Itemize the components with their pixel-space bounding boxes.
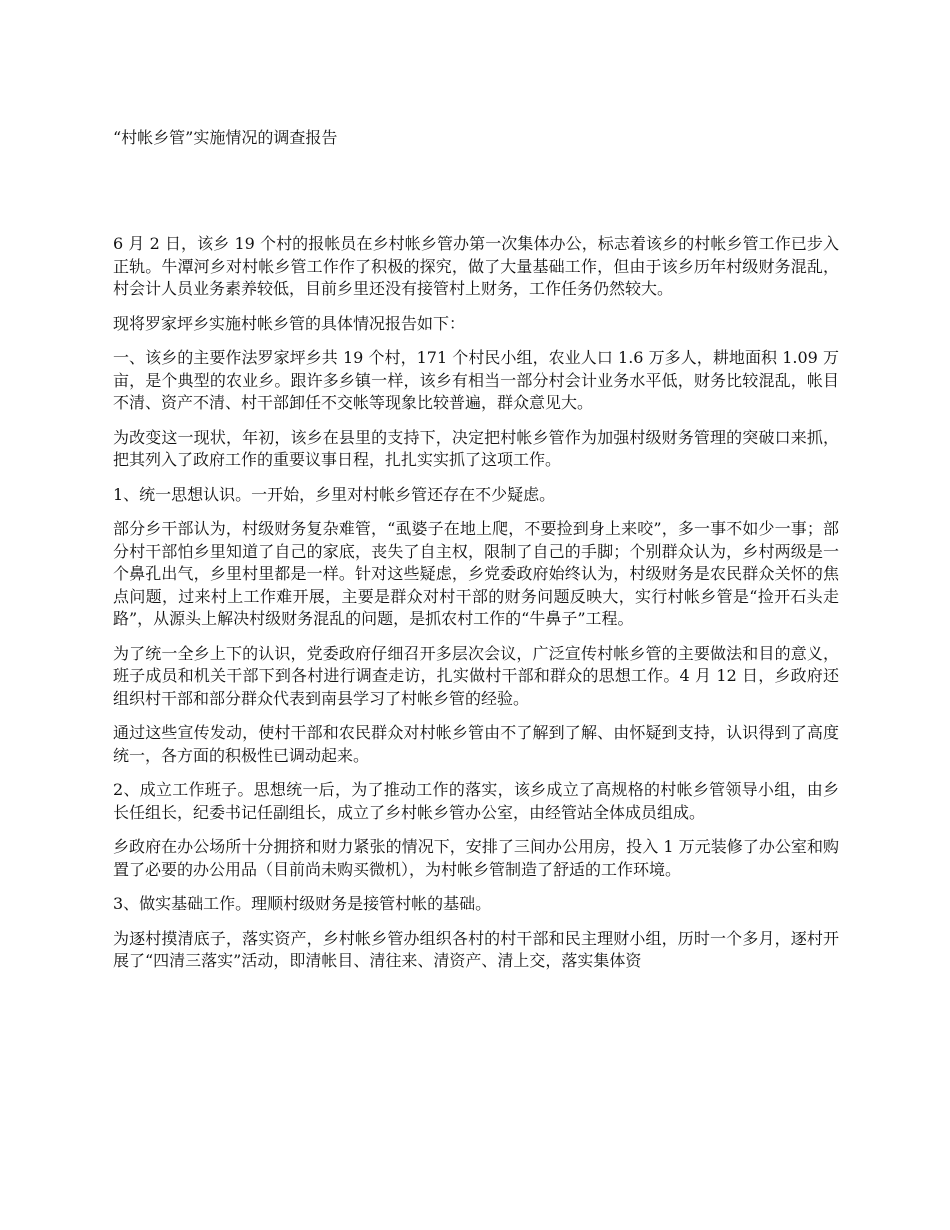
paragraph: 3、做实基础工作。理顺村级财务是接管村帐的基础。 xyxy=(113,894,492,913)
paragraph: 通过这些宣传发动，使村干部和农民群众对村帐乡管由不了解到了解、由怀疑到支持，认识得到了高度统一，各方面的积极性已调动起来。 xyxy=(113,723,839,765)
paragraph: 6 月 2 日，该乡 19 个村的报帐员在乡村帐乡管办第一次集体办公，标志着该乡的村帐乡管工作已步入正轨。牛潭河乡对村帐乡管工作作了积极的探究，做了大量基础工作，但由于该乡历年村级财务混乱，村会计人员业务素养较低，目前乡里还没有接管村上财务，工作任务仍然较大。 xyxy=(113,234,839,298)
document-body xyxy=(113,233,839,985)
document-title: “村帐乡管”实施情况的调查报告 xyxy=(113,128,338,147)
paragraph: 乡政府在办公场所十分拥挤和财力紧张的情况下，安排了三间办公用房，投入 1 万元装修了办公室和购置了必要的办公用品（目前尚未购买微机），为村帐乡管制造了舒适的工作环境。 xyxy=(113,837,839,879)
paragraph: 2、成立工作班子。思想统一后，为了推动工作的落实，该乡成立了高规格的村帐乡管领导小组，由乡长任组长，纪委书记任副组长，成立了乡村帐乡管办公室，由经管站全体成员组成。 xyxy=(113,780,839,822)
paragraph: 现将罗家坪乡实施村帐乡管的具体情况报告如下： xyxy=(113,313,466,333)
paragraph: 为了统一全乡上下的认识，党委政府仔细召开多层次会议，广泛宣传村帐乡管的主要做法和目的意义，班子成员和机关干部下到各村进行调查走访，扎实做村干部和群众的思想工作。4 月 12 日，乡政府还组织村干部和部分群众代表到南县学习了村帐乡管的经验。 xyxy=(113,643,839,708)
paragraph: 1、统一思想认识。一开始，乡里对村帐乡管还存在不少疑虑。 xyxy=(113,484,556,504)
paragraph: 为改变这一现状，年初，该乡在县里的支持下，决定把村帐乡管作为加强村级财务管理的突破口来抓，把其列入了政府工作的重要议事日程，扎扎实实抓了这项工作。 xyxy=(113,427,839,469)
paragraph: 为逐村摸清底子，落实资产，乡村帐乡管办组织各村的村干部和民主理财小组，历时一个多月，逐村开展了“四清三落实”活动，即清帐目、清往来、清资产、清上交，落实集体资 xyxy=(113,928,839,970)
paragraph: 一、该乡的主要作法罗家坪乡共 19 个村，171 个村民小组，农业人口 1.6 万多人，耕地面积 1.09 万亩，是个典型的农业乡。跟许多乡镇一样，该乡有相当一部分村会计业务水平低，财务比较混乱，帐目不清、资产不清、村干部卸任不交帐等现象比较普遍，群众意见大。 xyxy=(113,348,839,412)
paragraph: 部分乡干部认为，村级财务复杂难管，“虱婆子在地上爬，不要捡到身上来咬”，多一事不如少一事；部分村干部怕乡里知道了自己的家底，丧失了自主权，限制了自己的手脚；个别群众认为，乡村两级是一个鼻孔出气，乡里村里都是一样。针对这些疑虑，乡党委政府始终认为，村级财务是农民群众关怀的焦点问题，过来村上工作难开展，主要是群众对村干部的财务问题反映大，实行村帐乡管是“捡开石头走路”，从源头上解决村级财务混乱的问题，是抓农村工作的“牛鼻子”工程。 xyxy=(113,519,839,628)
